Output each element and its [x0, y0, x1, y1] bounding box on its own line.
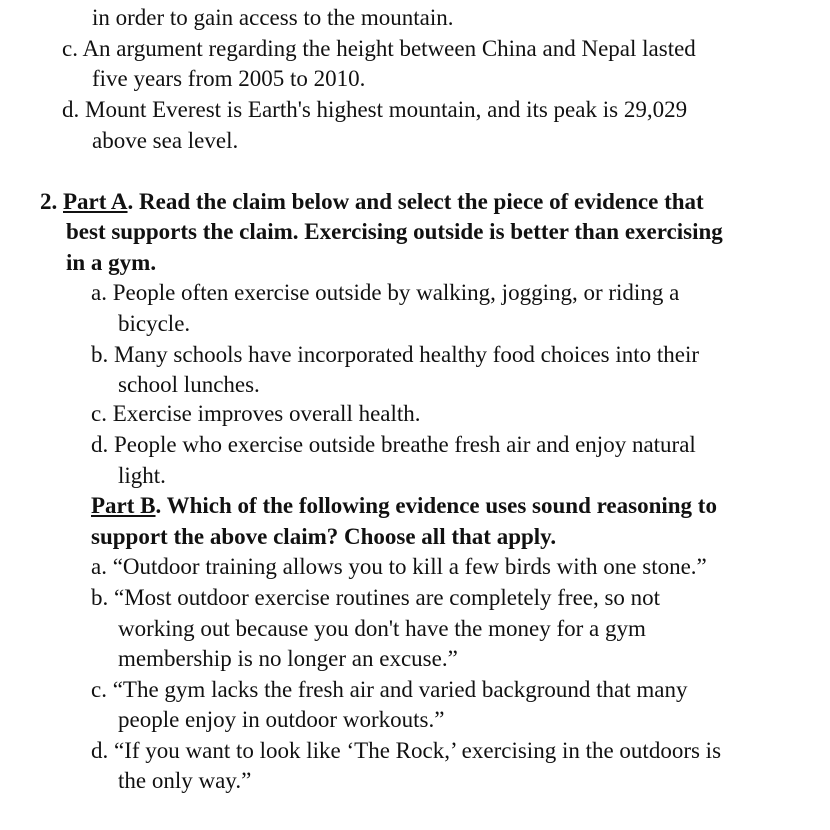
q1-option-d: d. Mount Everest is Earth's highest mountain, and its peak is 29,029 — [62, 97, 688, 122]
part-b-label: Part B — [91, 493, 156, 518]
part-b-option-a: a. “Outdoor training allows you to kill a few birds with one stone.” — [91, 554, 707, 579]
part-a-option-c: c. Exercise improves overall health. — [91, 401, 421, 426]
part-a-option-b: b. Many schools have incorporated healthy food choices into their — [91, 342, 700, 367]
part-a-option-a-cont: bicycle. — [118, 311, 191, 336]
q1-option-c-cont: five years from 2005 to 2010. — [92, 66, 366, 91]
part-a-prompt: . Read the claim below and select the piece of evidence that — [127, 189, 704, 214]
part-a-prompt-cont: in a gym. — [66, 250, 157, 275]
part-b-option-b: b. “Most outdoor exercise routines are completely free, so not — [91, 585, 661, 610]
q2-part-b-heading — [91, 492, 717, 520]
q2-part-a-heading — [40, 188, 704, 216]
part-b-option-d-cont: the only way.” — [118, 768, 252, 793]
part-a-option-a: a. People often exercise outside by walking, jogging, or riding a — [91, 280, 680, 305]
q1-option-b-line: in order to gain access to the mountain. — [92, 5, 454, 30]
part-a-option-d: d. People who exercise outside breathe fresh air and enjoy natural — [91, 432, 696, 457]
q1-option-c: c. An argument regarding the height between China and Nepal lasted — [62, 36, 696, 61]
part-b-prompt-cont: support the above claim? Choose all that apply. — [91, 524, 557, 549]
part-b-option-b-cont: membership is no longer an excuse.” — [118, 646, 458, 671]
question-number: 2. — [40, 189, 58, 214]
part-b-prompt: . Which of the following evidence uses sound reasoning to — [155, 493, 717, 518]
part-b-option-b-cont: working out because you don't have the money for a gym — [118, 616, 646, 641]
q1-option-d-cont: above sea level. — [92, 128, 239, 153]
part-b-option-d: d. “If you want to look like ‘The Rock,’ exercising in the outdoors is — [91, 738, 722, 763]
part-b-option-c: c. “The gym lacks the fresh air and varied background that many — [91, 677, 688, 702]
part-b-option-c-cont: people enjoy in outdoor workouts.” — [118, 707, 445, 732]
part-a-option-b-cont: school lunches. — [118, 372, 260, 397]
part-a-option-d-cont: light. — [118, 463, 166, 488]
part-a-label: Part A — [63, 189, 128, 214]
part-a-prompt-cont: best supports the claim. Exercising outside is better than exercising — [66, 219, 723, 244]
